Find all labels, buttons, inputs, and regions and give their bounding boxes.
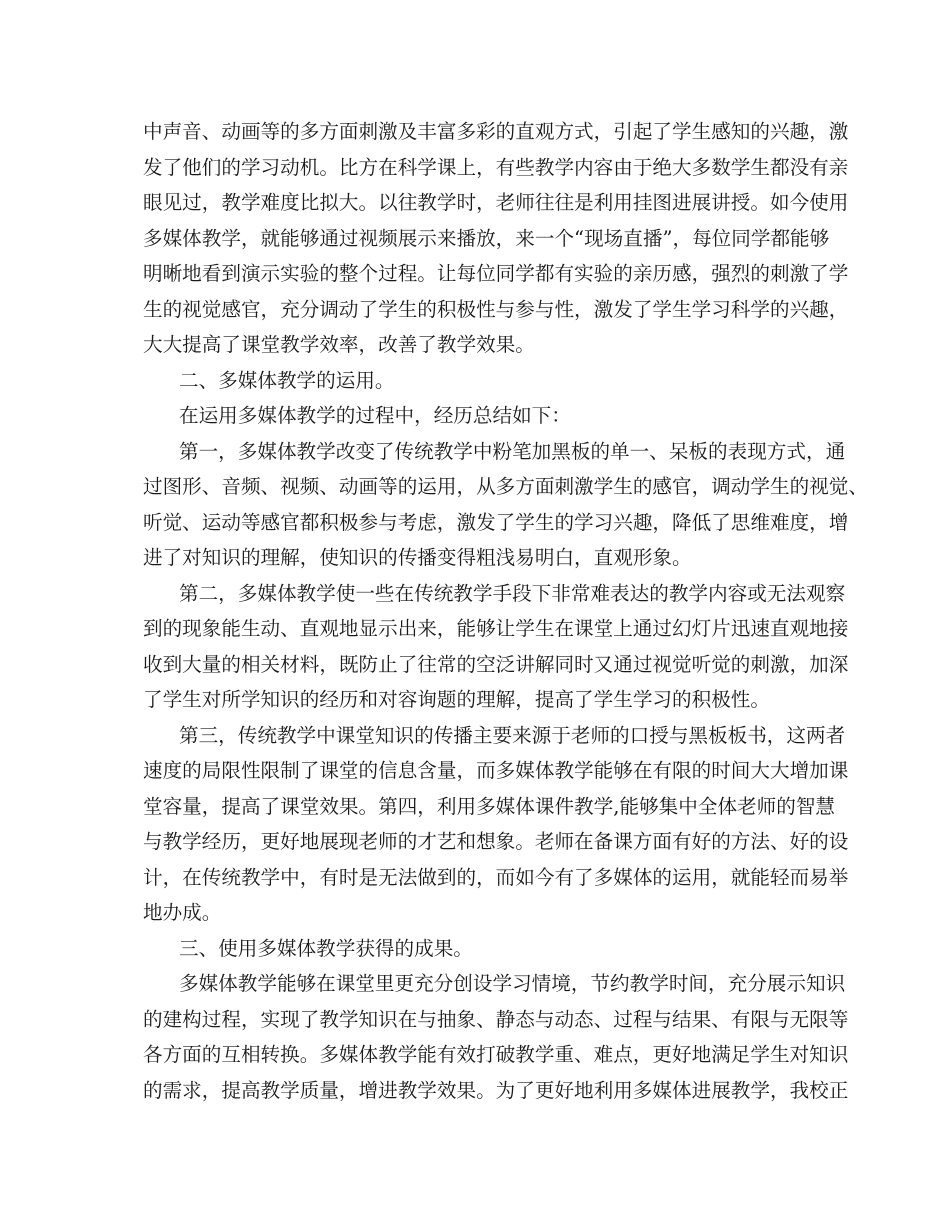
text-line: 速度的局限性限制了课堂的信息含量，而多媒体教学能够在有限的时间大大增加课: [143, 759, 849, 782]
text-line: 眼见过，教学难度比拟大。以往教学时，老师往往是利用挂图进展讲授。如今使用: [143, 191, 849, 214]
document-body: [143, 114, 868, 1108]
text-line: 了学生对所学知识的经历和对容询题的理解，提高了学生学习的积极性。: [143, 688, 770, 711]
text-line: 中声音、动画等的多方面刺激及丰富多彩的直观方式，引起了学生感知的兴趣，激: [143, 120, 849, 143]
text-line: 第一，多媒体教学改变了传统教学中粉笔加黑板的单一、呆板的表现方式，通: [179, 439, 846, 463]
text-line: 多媒体教学能够在课堂里更充分创设学习情境，节约教学时间，充分展示知识: [179, 972, 846, 995]
text-line: 三、使用多媒体教学获得的成果。: [179, 936, 473, 960]
text-line: 第二，多媒体教学使一些在传统教学手段下非常难表达的教学内容或无法观察: [179, 581, 846, 605]
text-line: 进了对知识的理解，使知识的传播变得粗浅易明白，直观形象。: [143, 546, 692, 569]
text-line: 生的视觉感官，充分调动了学生的积极性与参与性，激发了学生学习科学的兴趣，: [143, 297, 849, 321]
text-line: 多媒体教学，就能够通过视频展示来播放，来一个“现场直播”，每位同学都能够: [143, 226, 830, 250]
text-line: 发了他们的学习动机。比方在科学课上，有些教学内容由于绝大多数学生都没有亲: [143, 155, 849, 179]
text-line: 的建构过程，实现了教学知识在与抽象、静态与动态、过程与结果、有限与无限等: [143, 1007, 849, 1031]
text-line: 大大提高了课堂教学效率，改善了教学效果。: [143, 333, 535, 356]
text-line: 到的现象能生动、直观地显示出来，能够让学生在课堂上通过幻灯片迅速直观地接: [143, 617, 849, 640]
text-line: 各方面的互相转换。多媒体教学能有效打破教学重、难点，更好地满足学生对知识: [143, 1043, 849, 1066]
text-line: 第三，传统教学中课堂知识的传播主要来源于老师的口授与黑板板书，这两者: [179, 723, 846, 747]
text-line: 收到大量的相关材料，既防止了往常的空泛讲解同时又通过视觉听觉的刺激，加深: [143, 652, 849, 676]
text-line: 过图形、音频、视频、动画等的运用，从多方面刺激学生的感官，调动学生的视觉、: [143, 475, 868, 498]
text-line: 二、多媒体教学的运用。: [179, 368, 395, 392]
text-line: 地办成。: [143, 901, 222, 924]
text-line: 听觉、运动等感官都积极参与考虑，激发了学生的学习兴趣，降低了思维难度，增: [143, 510, 849, 534]
text-line: 堂容量，提高了课堂效果。第四，利用多媒体课件教学,能够集中全体老师的智慧: [143, 794, 836, 818]
text-line: 的需求，提高教学质量，增进教学效果。为了更好地利用多媒体进展教学，我校正: [143, 1078, 849, 1102]
text-line: 与教学经历，更好地展现老师的才艺和想象。老师在备课方面有好的方法、好的设: [143, 830, 849, 853]
text-line: 明晰地看到演示实验的整个过程。让每位同学都有实验的亲历感，强烈的刺激了学: [143, 262, 849, 285]
text-line: 计，在传统教学中，有时是无法做到的，而如今有了多媒体的运用，就能轻而易举: [143, 865, 849, 889]
text-line: 在运用多媒体教学的过程中，经历总结如下：: [179, 404, 571, 427]
